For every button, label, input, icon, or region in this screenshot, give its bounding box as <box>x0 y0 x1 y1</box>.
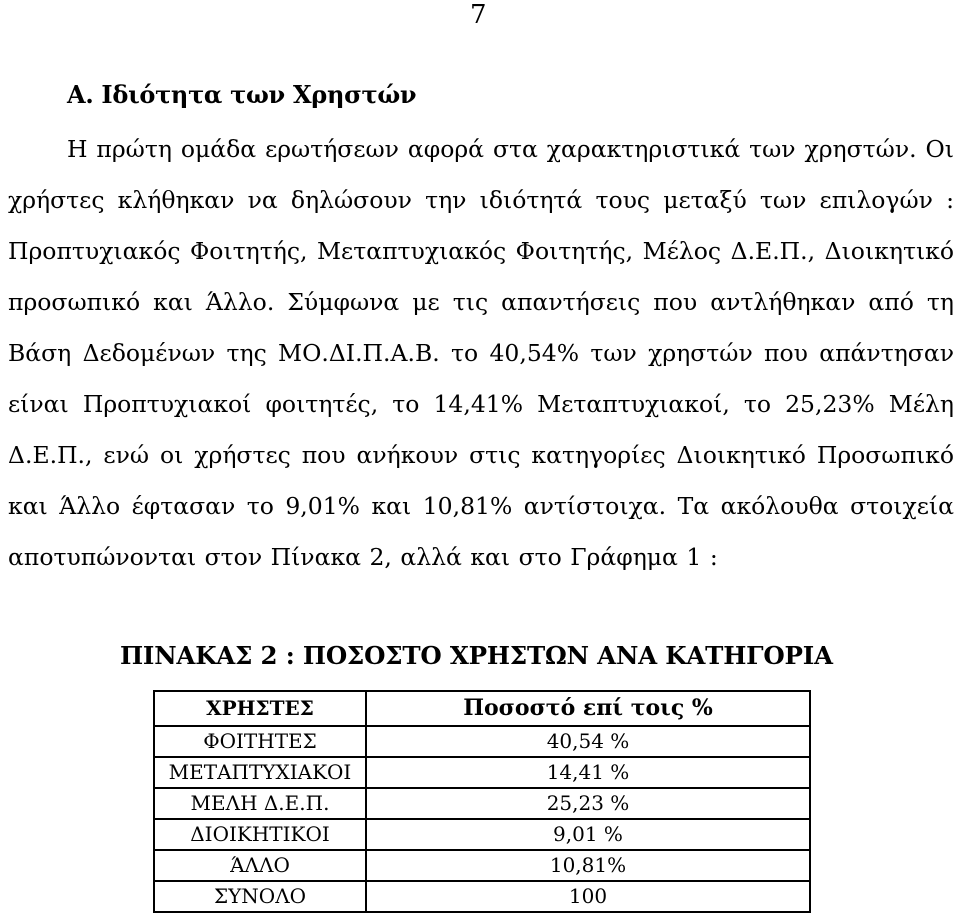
table-row <box>154 819 810 850</box>
row-value: 10,81% <box>366 850 810 881</box>
paragraph-line: είναι Προπτυχιακοί φοιτητές, το 14,41% Μεταπτυχιακοί, το 25,23% Μέλη <box>8 390 954 418</box>
row-value: 40,54 % <box>366 726 810 757</box>
paragraph-line: προσωπικό και Άλλο. Σύμφωνα με τις απαντήσεις που αντλήθηκαν από τη <box>8 288 954 316</box>
row-value: 100 <box>366 881 810 912</box>
paragraph-line: αποτυπώνονται στον Πίνακα 2, αλλά και στο Γράφημα 1 : <box>8 543 718 571</box>
table-header-row <box>154 691 810 726</box>
table-title: ΠΙΝΑΚΑΣ 2 : ΠΟΣΟΣΤΟ ΧΡΗΣΤΩΝ ΑΝΑ ΚΑΤΗΓΟΡΙΑ <box>120 641 833 670</box>
paragraph-line: χρήστες κλήθηκαν να δηλώσουν την ιδιότητά τους μεταξύ των επιλογών : <box>8 186 954 214</box>
section-heading: Α. Ιδιότητα των Χρηστών <box>67 80 417 109</box>
row-category: ΜΕΛΗ Δ.Ε.Π. <box>154 788 366 819</box>
body-paragraph <box>8 124 954 583</box>
row-value: 9,01 % <box>366 819 810 850</box>
row-category: ΔΙΟΙΚΗΤΙΚΟΙ <box>154 819 366 850</box>
table-row <box>154 850 810 881</box>
row-value: 25,23 % <box>366 788 810 819</box>
table-row <box>154 757 810 788</box>
table-row-total <box>154 881 810 912</box>
row-value: 14,41 % <box>366 757 810 788</box>
table-row <box>154 788 810 819</box>
users-category-table <box>153 690 811 913</box>
header-users: ΧΡΗΣΤΕΣ <box>154 691 366 726</box>
row-category: ΦΟΙΤΗΤΕΣ <box>154 726 366 757</box>
page-number: 7 <box>470 0 487 30</box>
paragraph-line: Η πρώτη ομάδα ερωτήσεων αφορά στα χαρακτηριστικά των χρηστών. Οι <box>67 135 954 163</box>
row-category: ΜΕΤΑΠΤΥΧΙΑΚΟΙ <box>154 757 366 788</box>
header-percentage: Ποσοστό επί τοις % <box>366 691 810 726</box>
paragraph-line: Βάση Δεδομένων της ΜΟ.ΔΙ.Π.Α.Β. το 40,54% των χρηστών που απάντησαν <box>8 339 954 367</box>
table-row <box>154 726 810 757</box>
paragraph-line: Δ.Ε.Π., ενώ οι χρήστες που ανήκουν στις κατηγορίες Διοικητικό Προσωπικό <box>8 441 954 469</box>
row-category: ΆΛΛΟ <box>154 850 366 881</box>
paragraph-line: και Άλλο έφτασαν το 9,01% και 10,81% αντίστοιχα. Τα ακόλουθα στοιχεία <box>8 492 954 520</box>
row-category: ΣΥΝΟΛΟ <box>154 881 366 912</box>
paragraph-line: Προπτυχιακός Φοιτητής, Μεταπτυχιακός Φοιτητής, Μέλος Δ.Ε.Π., Διοικητικό <box>8 237 954 265</box>
